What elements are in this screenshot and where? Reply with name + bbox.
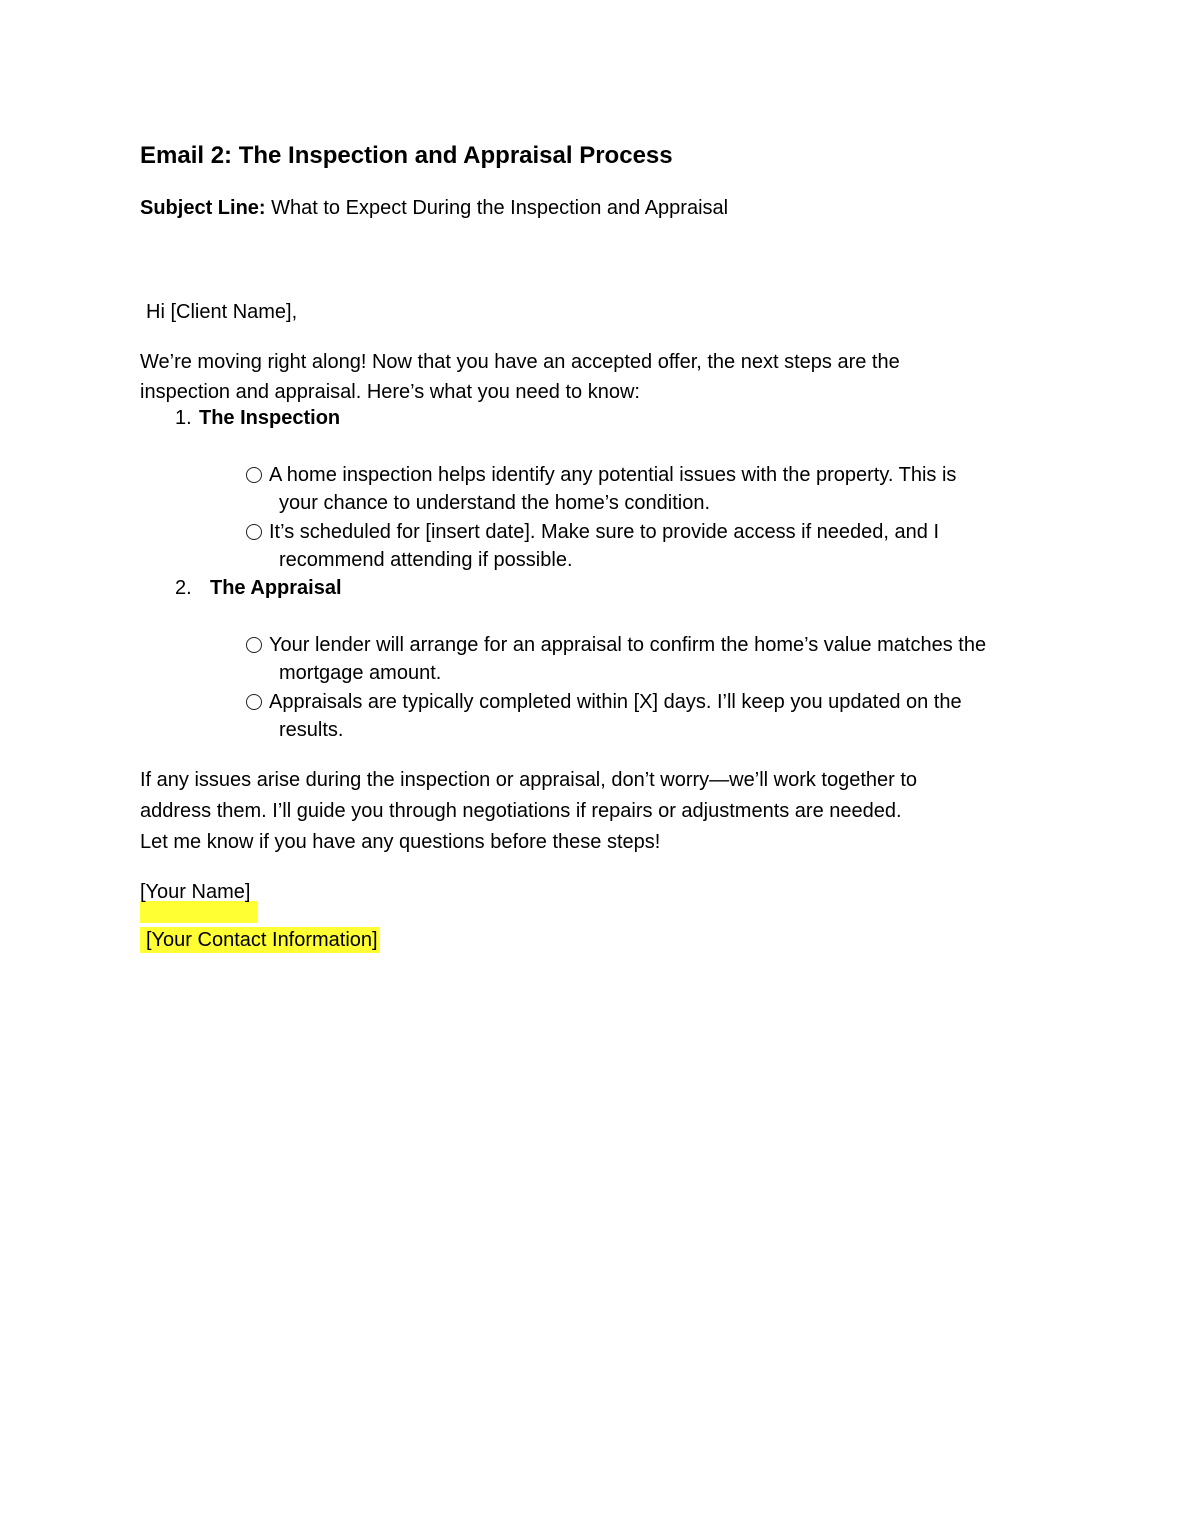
list-item: [246, 688, 962, 744]
section-heading-inspection: [175, 405, 340, 431]
closing-line: address them. I’ll guide you through negotiations if repairs or adjustments are needed.: [140, 800, 902, 822]
subject-label: Subject Line:: [140, 197, 266, 219]
bullet-text-continued: mortgage amount.: [279, 662, 442, 684]
section-heading-text: The Inspection: [199, 407, 341, 429]
intro-paragraph: [140, 348, 900, 408]
bullet-text-continued: recommend attending if possible.: [279, 549, 573, 571]
bullet-text: A home inspection helps identify any potential issues with the property. This is: [269, 464, 957, 486]
circle-bullet-icon: [246, 694, 262, 710]
section-heading-text: The Appraisal: [210, 577, 342, 599]
signature-name-text: [Your Name]: [140, 881, 251, 903]
circle-bullet-icon: [246, 524, 262, 540]
closing-paragraph: [140, 766, 917, 859]
bullet-text: It’s scheduled for [insert date]. Make sure to provide access if needed, and I: [269, 521, 940, 543]
list-item: [246, 518, 939, 574]
list-number: 1.: [175, 407, 192, 429]
bullet-text: Your lender will arrange for an appraisal to confirm the home’s value matches the: [269, 634, 987, 656]
list-item: [246, 631, 986, 687]
subject-line: [140, 195, 728, 221]
closing-line: If any issues arise during the inspection or appraisal, don’t worry—we’ll work together to: [140, 769, 918, 791]
bullet-text-continued: results.: [279, 719, 344, 741]
list-item: [246, 461, 956, 517]
bullet-text: Appraisals are typically completed within [X] days. I’ll keep you updated on the: [269, 691, 962, 713]
intro-line: We’re moving right along! Now that you have an accepted offer, the next steps are the: [140, 351, 900, 373]
section-heading-appraisal: [175, 575, 342, 601]
greeting: Hi [Client Name],: [146, 301, 298, 323]
circle-bullet-icon: [246, 467, 262, 483]
intro-line: inspection and appraisal. Here’s what you need to know:: [140, 381, 640, 403]
subject-text: What to Expect During the Inspection and Appraisal: [271, 197, 729, 219]
list-number: 2.: [175, 577, 192, 599]
email-title: Email 2: The Inspection and Appraisal Process: [140, 142, 673, 169]
closing-line: Let me know if you have any questions before these steps!: [140, 831, 661, 853]
signature-name: [140, 879, 250, 905]
bullet-text-continued: your chance to understand the home’s condition.: [279, 492, 711, 514]
signature-contact: [Your Contact Information]: [140, 927, 380, 953]
circle-bullet-icon: [246, 637, 262, 653]
